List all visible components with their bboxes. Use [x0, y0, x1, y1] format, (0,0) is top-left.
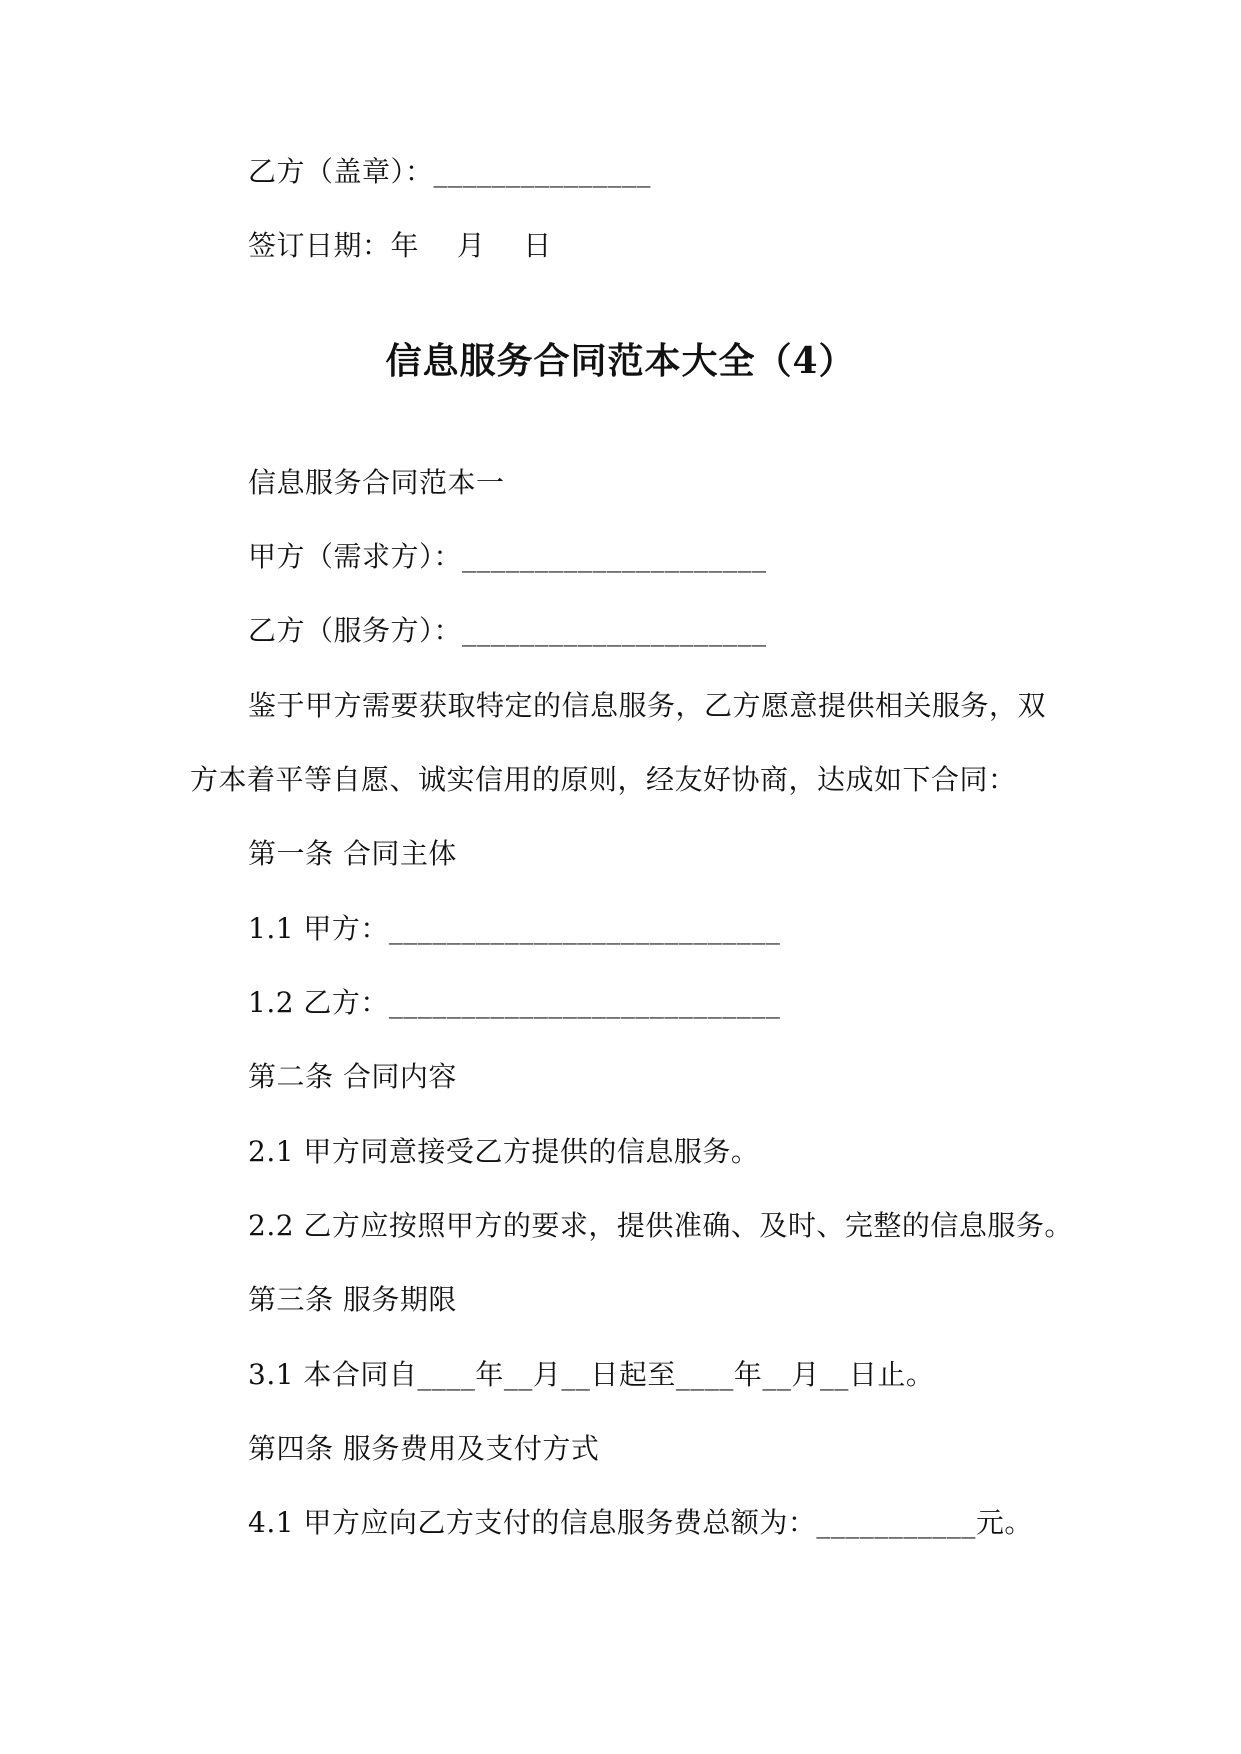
- article-3-heading: 第三条 服务期限: [248, 1283, 457, 1316]
- article-1-heading: 第一条 合同主体: [248, 837, 457, 870]
- clause-3-1: 3.1 本合同自____年__月__日起至____年__月__日止。: [248, 1358, 935, 1391]
- party-a-line: 甲方（需求方）：_____________________: [248, 540, 767, 573]
- preamble-line-1: 鉴于甲方需要获取特定的信息服务，乙方愿意提供相关服务，双: [248, 689, 1047, 722]
- article-2-heading: 第二条 合同内容: [248, 1060, 457, 1093]
- sign-date-line: 签订日期：年 月 日: [248, 229, 552, 262]
- contract-heading: 信息服务合同范本一: [248, 466, 505, 499]
- clause-2-1: 2.1 甲方同意接受乙方提供的信息服务。: [248, 1135, 760, 1168]
- party-b-line: 乙方（服务方）：_____________________: [248, 614, 767, 647]
- clause-4-1: 4.1 甲方应向乙方支付的信息服务费总额为：___________元。: [248, 1506, 1033, 1539]
- document-title: 信息服务合同范本大全（4）: [385, 340, 856, 382]
- preamble-line-2: 方本着平等自愿、诚实信用的原则，经友好协商，达成如下合同：: [190, 763, 1017, 796]
- clause-1-2: 1.2 乙方：___________________________: [248, 986, 781, 1019]
- clause-2-2: 2.2 乙方应按照甲方的要求，提供准确、及时、完整的信息服务。: [248, 1209, 1073, 1242]
- party-b-seal-line: 乙方（盖章）：_______________: [248, 155, 652, 188]
- clause-1-1: 1.1 甲方：___________________________: [248, 912, 781, 945]
- article-4-heading: 第四条 服务费用及支付方式: [248, 1432, 600, 1465]
